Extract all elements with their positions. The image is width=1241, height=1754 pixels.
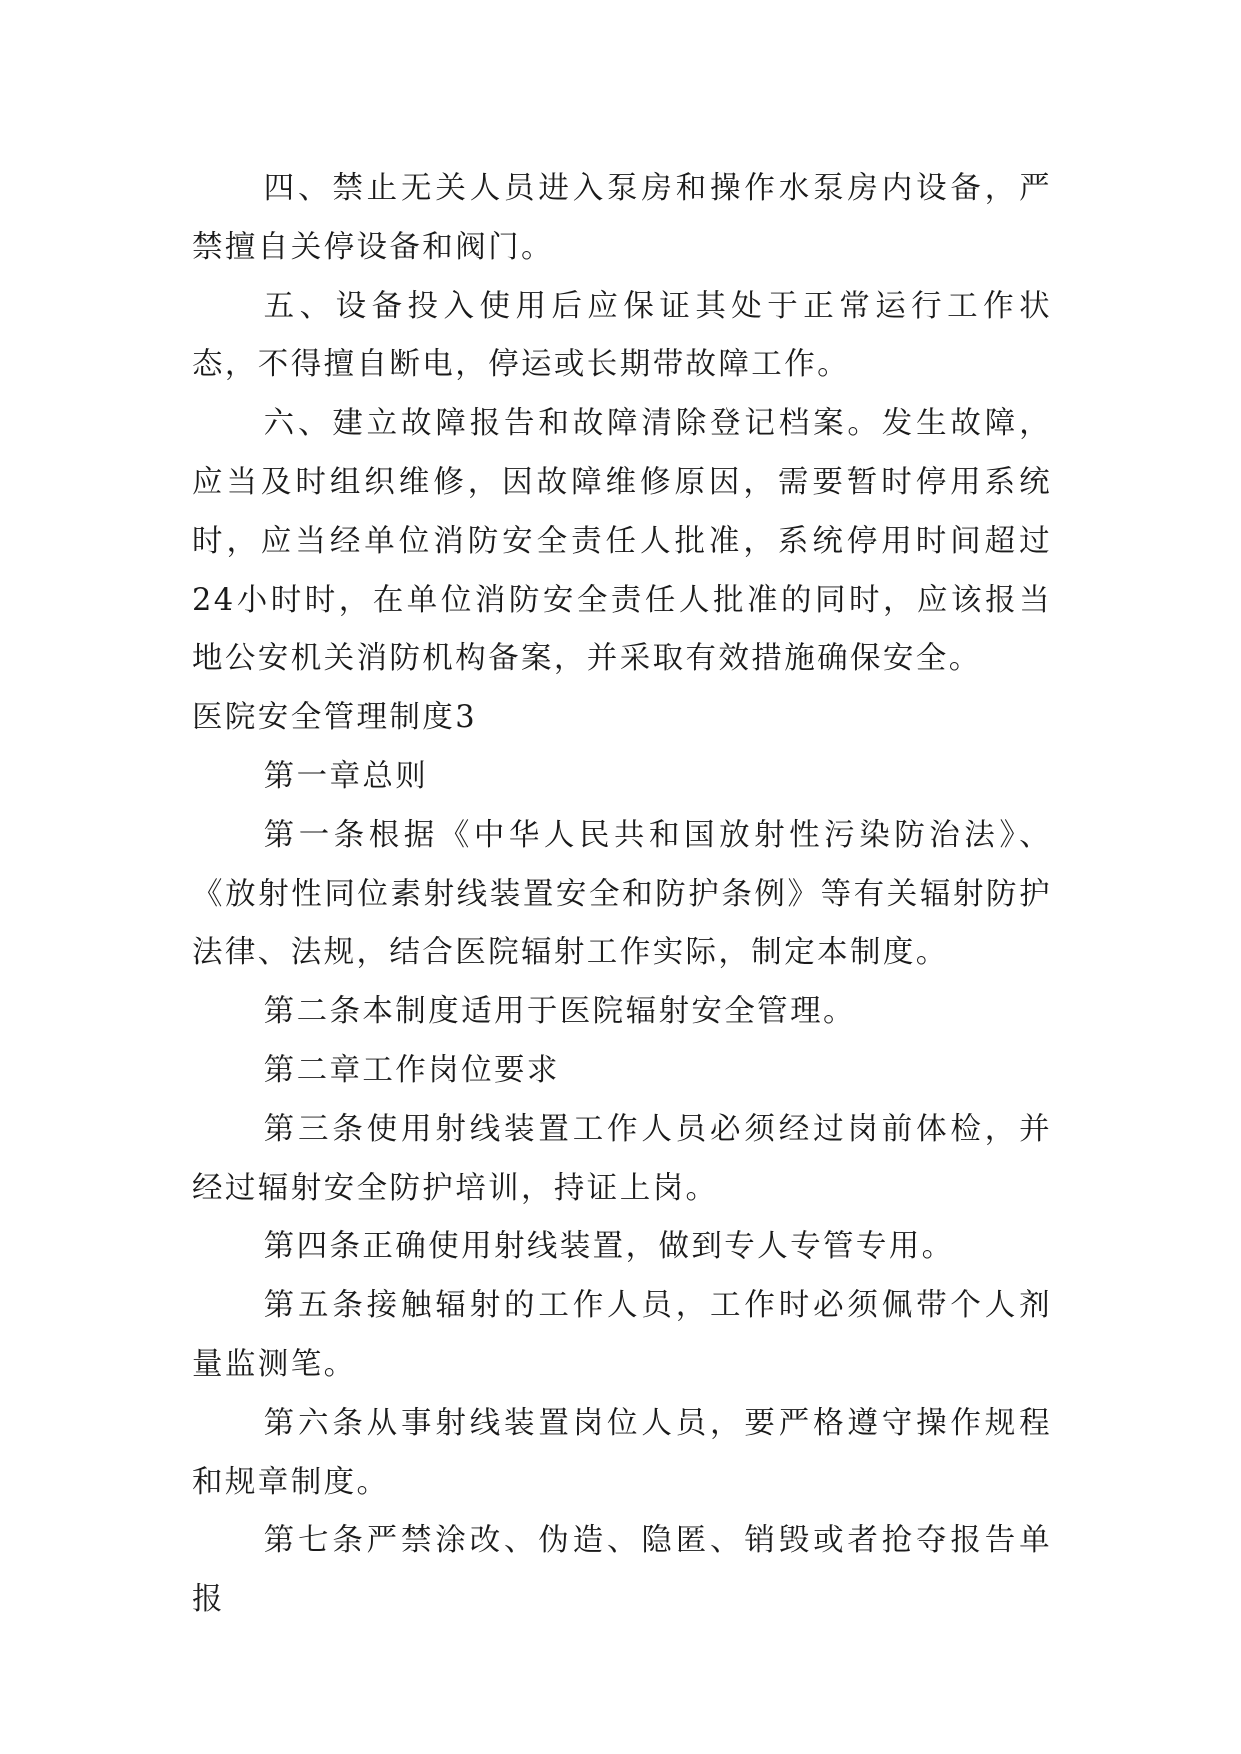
paragraph-article-6: 六、建立故障报告和故障清除登记档案。发生故障，应当及时组织维修，因故障维修原因，需要暂时停用系统时，应当经单位消防安全责任人批准，系统停用时间超过24小时时，在单位消防安全责任人批准的同时，应该报当地公安机关消防机构备案，并采取有效措施确保安全。 (192, 406, 1052, 677)
clause-2: 第二条本制度适用于医院辐射安全管理。 (263, 994, 856, 1030)
paragraph-article-5: 五、设备投入使用后应保证其处于正常运行工作状态，不得擅自断电，停运或长期带故障工作。 (192, 288, 1052, 383)
document-body (192, 160, 1052, 1630)
chapter-2-heading: 第二章工作岗位要求 (263, 1052, 560, 1088)
clause-7: 第七条严禁涂改、伪造、隐匿、销毁或者抢夺报告单报 (192, 1523, 1052, 1618)
clause-1: 第一条根据《中华人民共和国放射性污染防治法》、《放射性同位素射线装置安全和防护条例》等有关辐射防护法律、法规，结合医院辐射工作实际，制定本制度。 (192, 817, 1052, 971)
clause-5: 第五条接触辐射的工作人员，工作时必须佩带个人剂量监测笔。 (192, 1288, 1052, 1382)
chapter-1-heading: 第一章总则 (263, 758, 429, 794)
clause-6: 第六条从事射线装置岗位人员，要严格遵守操作规程和规章制度。 (192, 1405, 1052, 1500)
clause-3: 第三条使用射线装置工作人员必须经过岗前体检，并经过辐射安全防护培训，持证上岗。 (192, 1111, 1052, 1206)
section-title: 医院安全管理制度3 (192, 700, 478, 736)
clause-4: 第四条正确使用射线装置，做到专人专管专用。 (263, 1229, 955, 1265)
paragraph-article-4: 四、禁止无关人员进入泵房和操作水泵房内设备，严禁擅自关停设备和阀门。 (192, 171, 1052, 265)
